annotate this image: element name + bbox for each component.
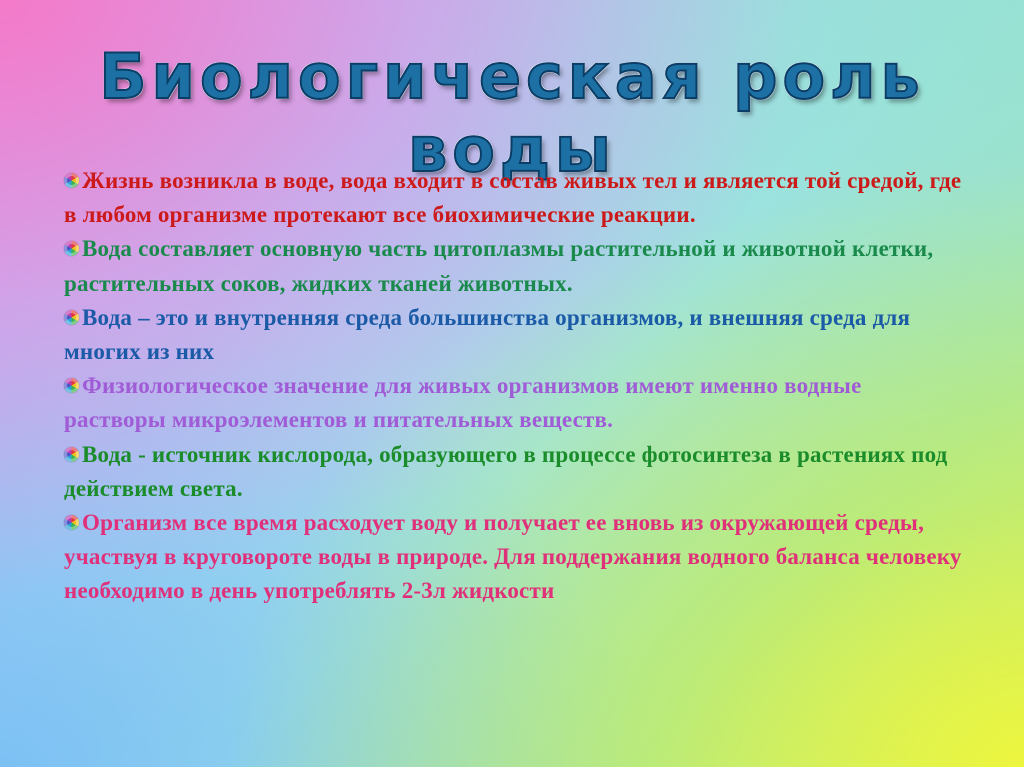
list-item [64,232,964,300]
flower-bullet-icon [64,515,79,530]
list-item-text: Организм все время расходует воду и получает ее вновь из окружающей среды, участвуя в круговороте воды в природе. Для поддержания водного баланса человеку необходимо в день употреблять 2-3л жидкости [64,510,962,604]
flower-bullet-icon [64,310,79,325]
list-item [64,506,964,609]
list-item [64,301,964,369]
list-item-text: Жизнь возникла в воде, вода входит в состав живых тел и является той средой, где в любом организме протекают все биохимические реакции. [64,168,962,228]
list-item-text: Вода составляет основную часть цитоплазмы растительной и животной клетки, растительных соков, жидких тканей животных. [64,236,934,296]
list-item [64,369,964,437]
slide-title: Биологическая роль воды [99,40,925,186]
list-item-text: Вода - источник кислорода, образующего в процессе фотосинтеза в растениях под действием света. [64,441,948,501]
list-item [64,438,964,506]
flower-bullet-icon [64,378,79,393]
list-item-text: Вода – это и внутренняя среда большинства организмов, и внешняя среда для многих из них [64,304,911,365]
list-item [64,164,964,232]
flower-bullet-icon [64,447,79,462]
list-item-text: Физиологическое значение для живых организмов имеют именно водные растворы микроэлементов и питательных веществ. [64,373,862,433]
bullet-list [64,164,964,609]
flower-bullet-icon [64,173,79,188]
flower-bullet-icon [64,241,79,256]
